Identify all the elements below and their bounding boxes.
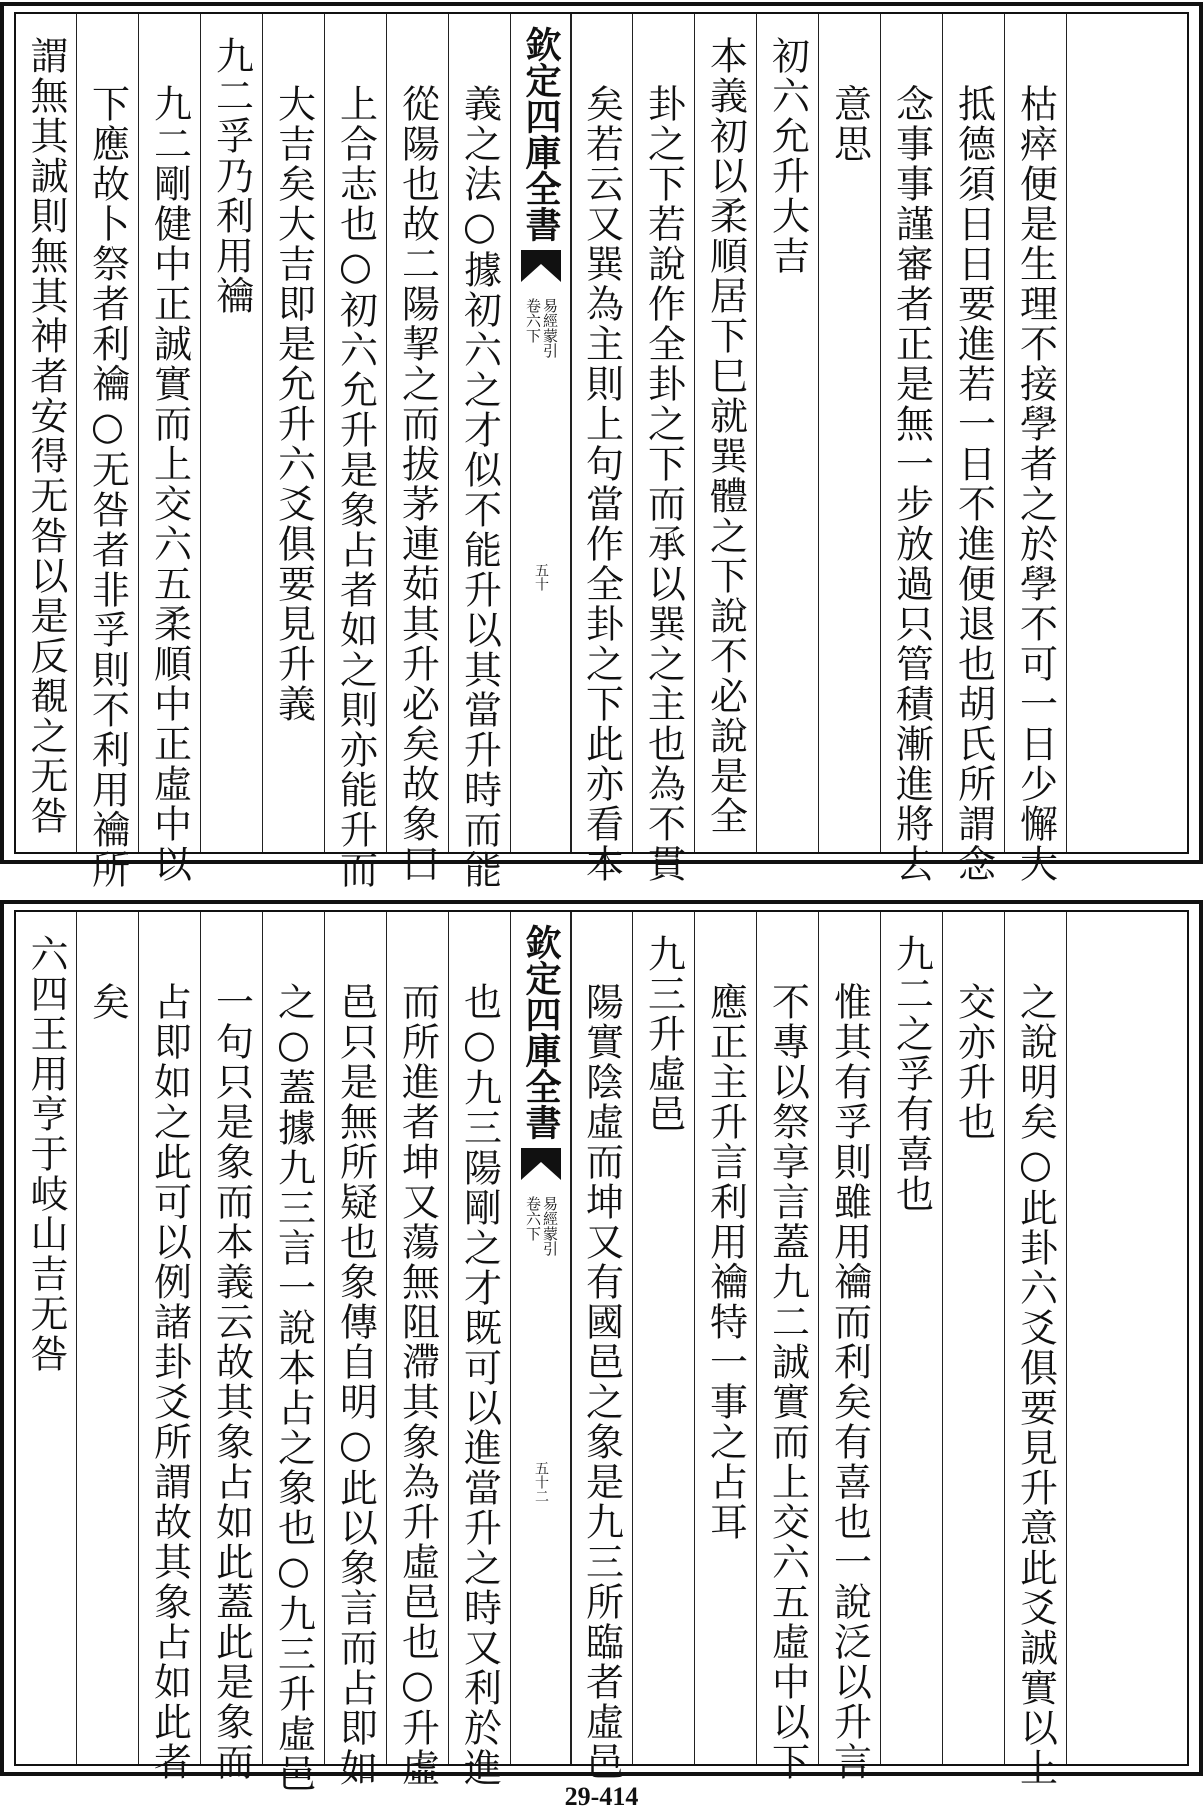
- column-text: 意思: [827, 84, 872, 164]
- text-column: [570, 14, 632, 884]
- text-column: [138, 14, 200, 884]
- text-column: [76, 912, 138, 1764]
- text-column: [76, 14, 138, 890]
- text-column: [756, 912, 818, 1782]
- column-text: 謂無其誠則無其神者安得无咎以是反覩之无咎: [24, 36, 68, 836]
- center-fold: [510, 912, 572, 1764]
- text-column: [694, 912, 756, 1764]
- volume-label: 卷六下: [524, 298, 542, 343]
- column-text: 下應故卜祭者利禴○无咎者非孚則不利用禴所: [85, 84, 130, 890]
- bottom-leaf: [0, 900, 1203, 1794]
- book-meta: [525, 298, 557, 358]
- text-column: [1004, 14, 1066, 884]
- text-column: [818, 14, 880, 852]
- text-column: [1004, 912, 1066, 1788]
- column-text: 卦之下若說作全卦之下而承以巽之主也為不貫: [641, 84, 686, 884]
- text-column: [262, 14, 324, 852]
- column-text: 義之法○據初六之才似不能升以其當升時而能: [457, 84, 502, 890]
- text-column: [200, 912, 262, 1782]
- text-column: [448, 912, 510, 1788]
- column-text: 而所進者坤又蕩無阻滯其象為升虛邑也○升虛: [395, 982, 440, 1788]
- text-column: [880, 912, 942, 1764]
- text-column: [570, 912, 632, 1782]
- text-column: [324, 912, 386, 1788]
- column-text: 一句只是象而本義云故其象占如此蓋此是象而: [209, 982, 254, 1782]
- text-column: [632, 14, 694, 884]
- text-column: [632, 912, 694, 1764]
- text-column: [16, 912, 76, 1764]
- text-column: [324, 14, 386, 890]
- text-column: [756, 14, 818, 852]
- margin-column: [1066, 14, 1191, 852]
- text-column: [942, 912, 1004, 1764]
- book-title: 欽定四庫全書: [520, 26, 562, 242]
- column-text: 九二之孚有喜也: [889, 934, 934, 1214]
- column-text: 上合志也○初六允升是象占者如之則亦能升而: [333, 84, 378, 890]
- bottom-leaf-frame: [14, 910, 1189, 1794]
- column-text: 矣若云又巽為主則上句當作全卦之下此亦看本: [579, 84, 624, 884]
- column-text: 交亦升也: [951, 982, 996, 1142]
- column-text: 九二剛健中正誠實而上交六五柔順中正虛中以: [147, 84, 192, 884]
- footer-reference: 29-414: [564, 1782, 639, 1811]
- book-name: 易經蒙引: [541, 1196, 559, 1256]
- column-text: 抵德須日日要進若一日不進便退也胡氏所謂念: [951, 84, 996, 884]
- book-name: 易經蒙引: [541, 298, 559, 358]
- fish-tail-mark-icon: [521, 1148, 561, 1180]
- text-column: [386, 14, 448, 884]
- center-fold: [510, 14, 572, 852]
- column-text: 惟其有孚則雖用禴而利矣有喜也一說泛以升言: [827, 982, 872, 1782]
- fish-tail-mark-icon: [521, 250, 561, 282]
- text-column: [200, 14, 262, 852]
- page-number: 五十: [533, 563, 549, 591]
- column-text: 本義初以柔順居下巳就巽體之下說不必說是全: [703, 36, 748, 836]
- text-column: [942, 14, 1004, 884]
- column-text: 初六允升大吉: [765, 36, 810, 276]
- text-column: [694, 14, 756, 852]
- text-column: [818, 912, 880, 1782]
- column-text: 大吉矣大吉即是允升六爻俱要見升義: [271, 84, 316, 724]
- text-column: [880, 14, 942, 884]
- column-text: 九二孚乃利用禴: [209, 36, 254, 316]
- column-text: 邑只是無所疑也象傳自明○此以象言而占即如: [333, 982, 378, 1788]
- column-text: 從陽也故二陽挈之而拔茅連茹其升必矣故象曰: [395, 84, 440, 884]
- text-column: [16, 14, 76, 852]
- column-text: 枯瘁便是生理不接學者之於學不可一日少懈大: [1013, 84, 1058, 884]
- book-meta: [525, 1196, 557, 1256]
- top-leaf: [0, 2, 1203, 890]
- column-text: 占即如之此可以例諸卦爻所謂故其象占如此者: [147, 982, 192, 1782]
- column-text: 念事事謹審者正是無一步放過只管積漸進將去: [889, 84, 934, 884]
- column-text: 九三升虛邑: [641, 934, 686, 1134]
- margin-column: [1066, 912, 1191, 1764]
- column-text: 應正主升言利用禴特一事之占耳: [703, 982, 748, 1542]
- page-number: 五十二: [533, 1461, 549, 1503]
- column-text: 六四王用亨于岐山吉无咎: [24, 934, 68, 1374]
- column-text: 陽實陰虛而坤又有國邑之象是九三所臨者虛邑: [579, 982, 624, 1782]
- book-title: 欽定四庫全書: [520, 924, 562, 1140]
- text-column: [262, 912, 324, 1794]
- top-leaf-frame: [14, 12, 1189, 890]
- text-column: [448, 14, 510, 890]
- column-text: 矣: [85, 982, 130, 1022]
- volume-label: 卷六下: [524, 1196, 542, 1241]
- column-text: 之說明矣○此卦六爻俱要見升意此爻誠實以上: [1013, 982, 1058, 1788]
- column-text: 之○蓋據九三言一說本占之象也○九三升虛邑: [271, 982, 316, 1794]
- text-column: [386, 912, 448, 1788]
- column-text: 不專以祭享言蓋九二誠實而上交六五虛中以下: [765, 982, 810, 1782]
- text-column: [138, 912, 200, 1782]
- column-text: 也○九三陽剛之才既可以進當升之時又利於進: [457, 982, 502, 1788]
